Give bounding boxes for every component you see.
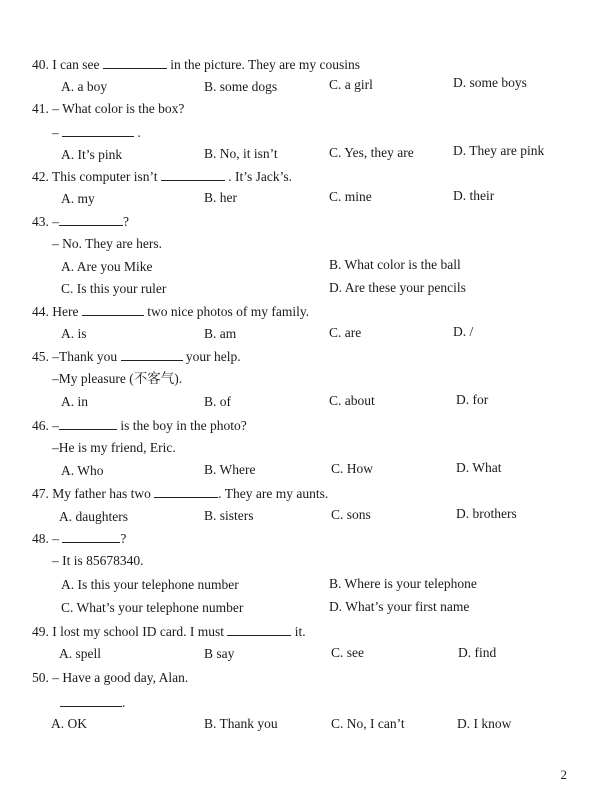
q50-answer-line xyxy=(60,694,125,711)
q42-option-c[interactable]: C. mine xyxy=(329,189,372,204)
q43-pre: 43. – xyxy=(32,214,59,229)
q40-option-b[interactable]: B. some dogs xyxy=(204,79,278,94)
q49-blank[interactable] xyxy=(227,623,291,636)
q43-option-a[interactable]: A. Are you Mike xyxy=(61,259,153,274)
q49-option-b[interactable]: B say xyxy=(204,646,235,661)
q44-stem xyxy=(32,303,309,320)
q43-blank[interactable] xyxy=(59,213,123,226)
q43-option-c[interactable]: C. Is this your ruler xyxy=(61,281,167,296)
q46-option-d[interactable]: D. What xyxy=(456,460,502,475)
q45-blank[interactable] xyxy=(121,348,183,361)
q47-post: . They are my aunts. xyxy=(218,486,329,501)
q47-pre: 47. My father has two xyxy=(32,486,151,501)
q44-option-a[interactable]: A. is xyxy=(61,326,87,341)
q41-answer-prefix: – xyxy=(52,125,59,140)
q50-option-d[interactable]: D. I know xyxy=(457,716,512,731)
q48-stem xyxy=(32,530,126,547)
q48-pre: 48. – xyxy=(32,531,59,546)
q47-option-b[interactable]: B. sisters xyxy=(204,508,254,523)
q49-post: it. xyxy=(294,624,306,639)
q43-option-b[interactable]: B. What color is the ball xyxy=(329,257,461,272)
q42-post: . It’s Jack’s. xyxy=(228,169,292,184)
q43-response: – No. They are hers. xyxy=(52,236,162,251)
q45-stem xyxy=(32,348,241,365)
q49-pre: 49. I lost my school ID card. I must xyxy=(32,624,224,639)
q46-stem xyxy=(32,417,247,434)
q43-stem xyxy=(32,213,129,230)
q50-answer-suffix: . xyxy=(122,695,126,710)
q46-response: –He is my friend, Eric. xyxy=(52,440,176,455)
q50-option-a[interactable]: A. OK xyxy=(51,716,87,731)
q43-post: ? xyxy=(123,214,129,229)
q42-stem xyxy=(32,168,292,185)
q40-post: in the picture. They are my cousins xyxy=(170,57,361,72)
q41-option-c[interactable]: C. Yes, they are xyxy=(329,145,414,160)
q46-option-a[interactable]: A. Who xyxy=(61,463,104,478)
q40-stem xyxy=(32,56,360,73)
q41-option-b[interactable]: B. No, it isn’t xyxy=(204,146,278,161)
q44-option-c[interactable]: C. are xyxy=(329,325,362,340)
q47-stem xyxy=(32,485,328,502)
q48-response: – It is 85678340. xyxy=(52,553,144,568)
q45-option-c[interactable]: C. about xyxy=(329,393,375,408)
q40-option-c[interactable]: C. a girl xyxy=(329,77,373,92)
q41-answer-line xyxy=(52,124,141,141)
q42-blank[interactable] xyxy=(161,168,225,181)
q48-option-c[interactable]: C. What’s your telephone number xyxy=(61,600,244,615)
q40-pre: 40. I can see xyxy=(32,57,100,72)
q49-stem xyxy=(32,623,306,640)
q41-blank[interactable] xyxy=(62,124,134,137)
q47-blank[interactable] xyxy=(154,485,218,498)
q44-option-b[interactable]: B. am xyxy=(204,326,237,341)
q49-option-a[interactable]: A. spell xyxy=(59,646,101,661)
q45-option-d[interactable]: D. for xyxy=(456,392,489,407)
q44-blank[interactable] xyxy=(82,303,144,316)
q44-post: two nice photos of my family. xyxy=(147,304,310,319)
q41-option-a[interactable]: A. It’s pink xyxy=(61,147,123,162)
q40-option-a[interactable]: A. a boy xyxy=(61,79,108,94)
q41-answer-suffix: . xyxy=(137,125,141,140)
q48-option-a[interactable]: A. Is this your telephone number xyxy=(61,577,239,592)
q46-blank[interactable] xyxy=(59,417,117,430)
q47-option-c[interactable]: C. sons xyxy=(331,507,371,522)
q46-option-b[interactable]: B. Where xyxy=(204,462,256,477)
q50-option-b[interactable]: B. Thank you xyxy=(204,716,278,731)
q43-option-d[interactable]: D. Are these your pencils xyxy=(329,280,466,295)
q45-post: your help. xyxy=(185,349,241,364)
q45-response: –My pleasure (不客气). xyxy=(52,371,183,386)
q47-option-a[interactable]: A. daughters xyxy=(59,509,128,524)
q49-option-d[interactable]: D. find xyxy=(458,645,497,660)
q45-option-b[interactable]: B. of xyxy=(204,394,231,409)
q49-option-c[interactable]: C. see xyxy=(331,645,364,660)
q40-blank[interactable] xyxy=(103,56,167,69)
q48-blank[interactable] xyxy=(62,530,120,543)
q45-option-a[interactable]: A. in xyxy=(61,394,88,409)
q46-post: is the boy in the photo? xyxy=(120,418,247,433)
q44-pre: 44. Here xyxy=(32,304,79,319)
q41-stem: 41. – What color is the box? xyxy=(32,101,185,116)
q48-option-d[interactable]: D. What’s your first name xyxy=(329,599,470,614)
q46-pre: 46. – xyxy=(32,418,59,433)
q41-option-d[interactable]: D. They are pink xyxy=(453,143,545,158)
q42-option-a[interactable]: A. my xyxy=(61,191,95,206)
q42-pre: 42. This computer isn’t xyxy=(32,169,158,184)
q50-blank[interactable] xyxy=(60,694,122,707)
q44-option-d[interactable]: D. / xyxy=(453,324,474,339)
q48-post: ? xyxy=(120,531,127,546)
page-number: 2 xyxy=(560,767,567,782)
q42-option-b[interactable]: B. her xyxy=(204,190,237,205)
q46-option-c[interactable]: C. How xyxy=(331,461,374,476)
q48-option-b[interactable]: B. Where is your telephone xyxy=(329,576,477,591)
q50-stem: 50. – Have a good day, Alan. xyxy=(32,670,189,685)
q47-option-d[interactable]: D. brothers xyxy=(456,506,517,521)
q50-option-c[interactable]: C. No, I can’t xyxy=(331,716,405,731)
q40-option-d[interactable]: D. some boys xyxy=(453,75,527,90)
q42-option-d[interactable]: D. their xyxy=(453,188,495,203)
q45-pre: 45. –Thank you xyxy=(32,349,118,364)
